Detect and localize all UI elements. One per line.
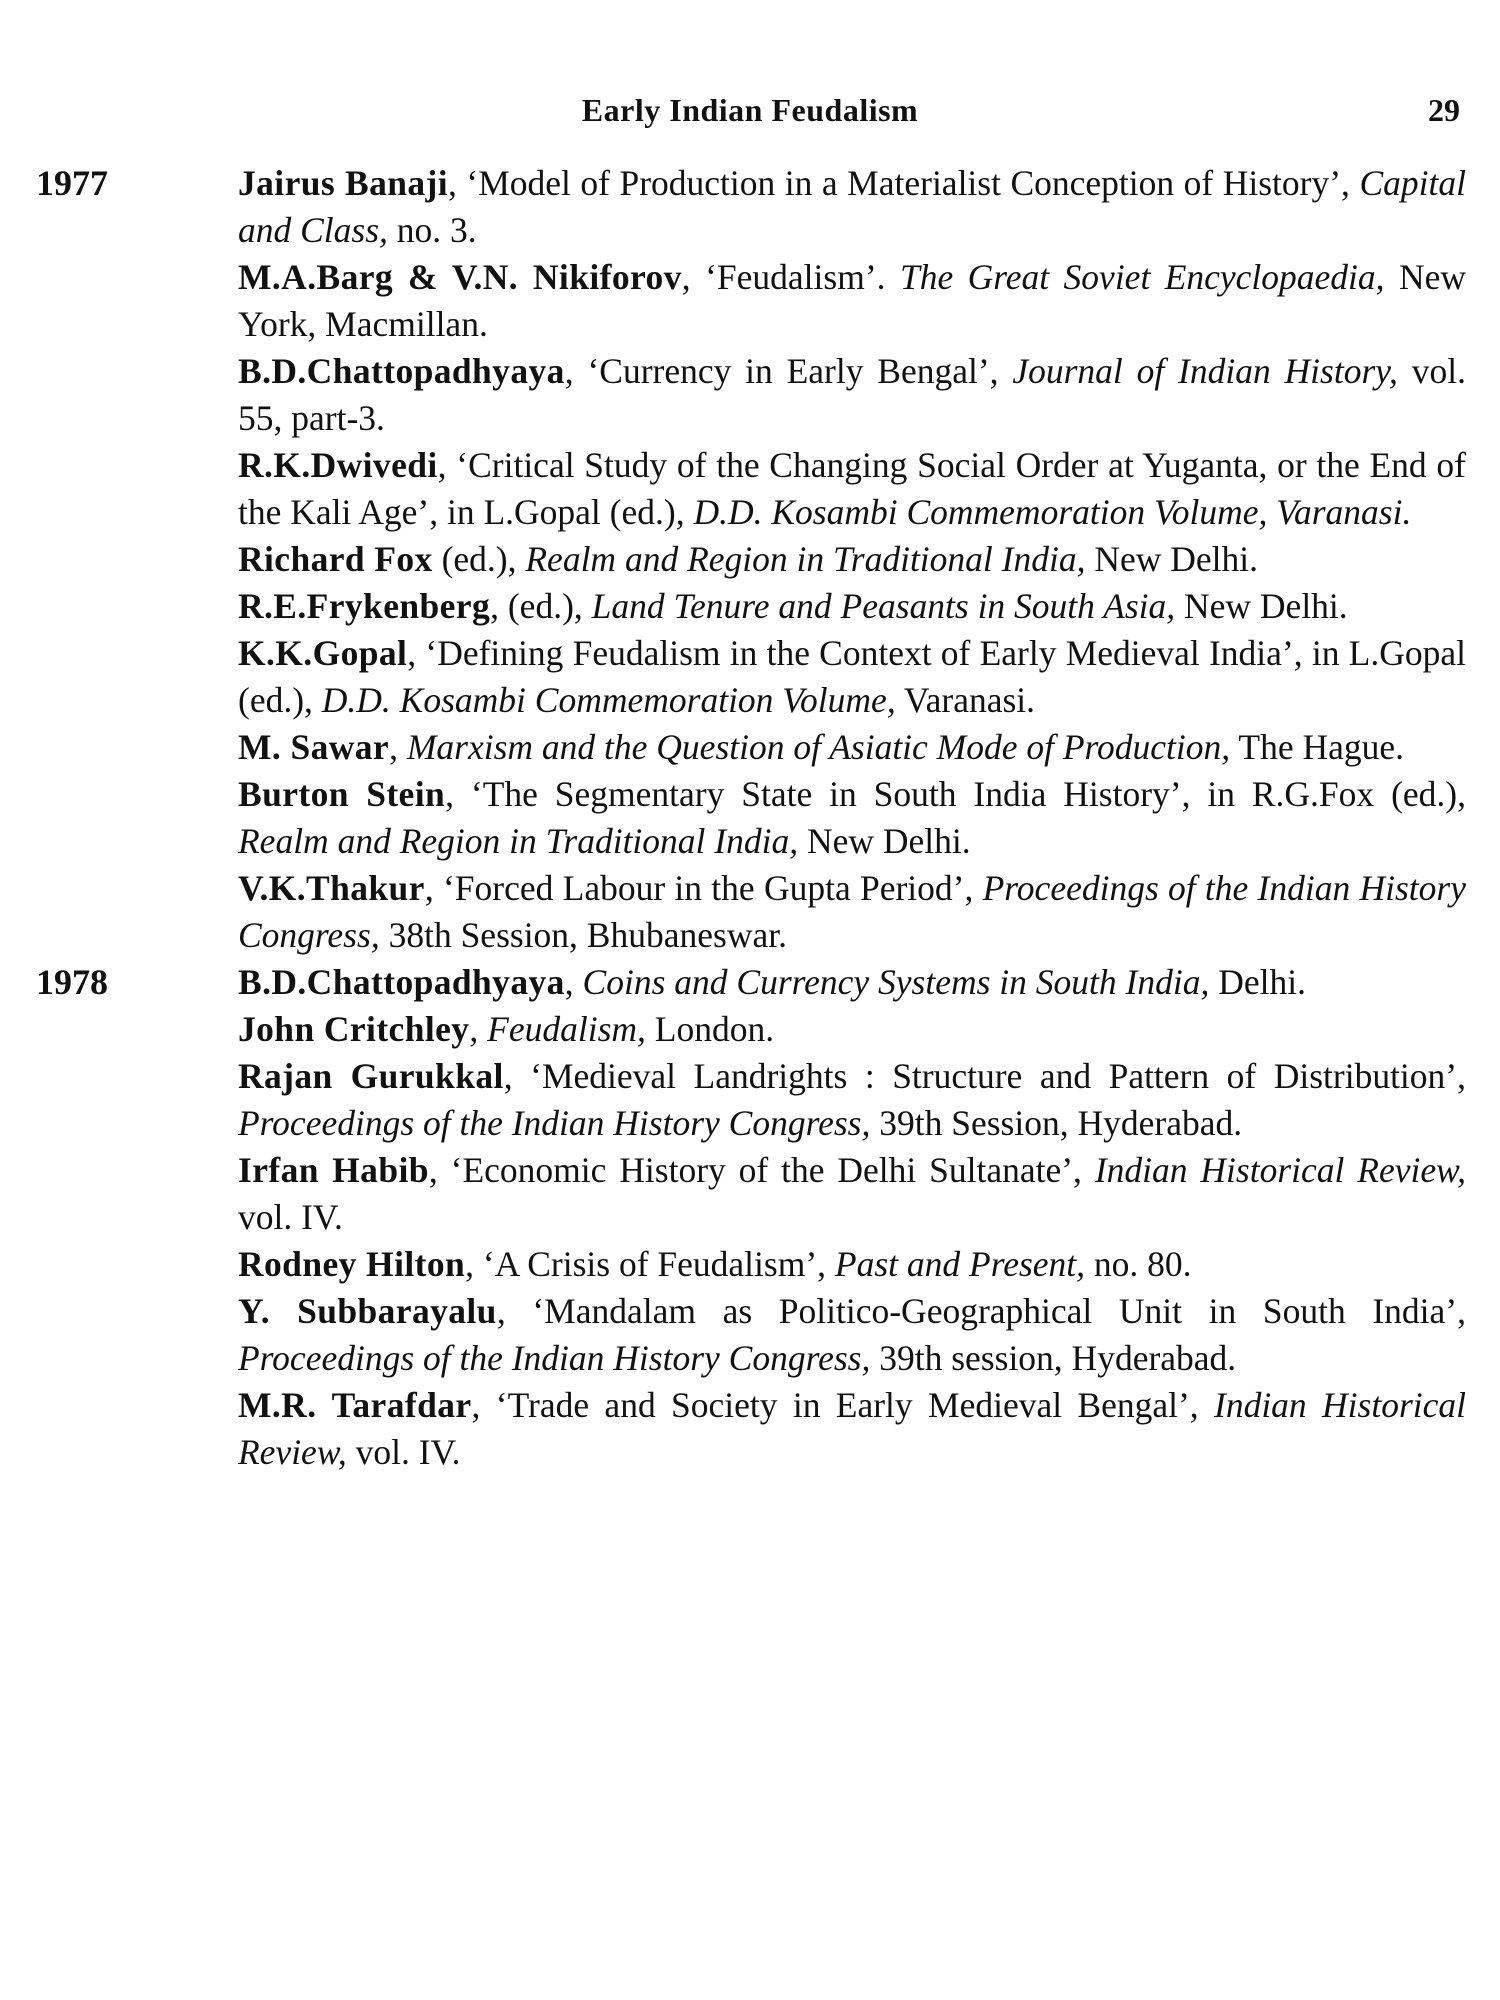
page-header <box>0 92 1500 142</box>
entry-author: B.D.Chattopadhyaya <box>238 351 565 391</box>
entry-text: , ‘Economic History of the Delhi Sultanate’, <box>428 1150 1095 1190</box>
entry-source: D.D. Kosambi Commemoration Volume, <box>321 680 896 720</box>
entry-source: Proceedings of the Indian History Congress, <box>238 868 1466 955</box>
running-title: Early Indian Feudalism <box>581 92 919 128</box>
entry-author: John Critchley <box>238 1009 470 1049</box>
bib-entry <box>238 630 1466 724</box>
entry-author: R.K.Dwivedi <box>238 445 438 485</box>
entry-author: Burton Stein <box>238 774 446 814</box>
entry-author: Jairus Banaji <box>238 163 448 203</box>
entry-source: Proceedings of the Indian History Congress, <box>238 1338 871 1378</box>
entry-text: , ‘Model of Production in a Materialist Conception of History’, <box>448 163 1360 203</box>
entry-details: 39th Session, Hyderabad. <box>870 1103 1243 1143</box>
bib-entry <box>238 160 1466 254</box>
entry-text: , ‘The Segmentary State in South India History’, in R.G.Fox (ed.), <box>445 774 1466 814</box>
bib-entry <box>238 583 1466 630</box>
entry-details: New Delhi. <box>1085 539 1259 579</box>
bib-entry <box>238 959 1466 1006</box>
bib-entry <box>238 1241 1466 1288</box>
bib-entry <box>238 1288 1466 1382</box>
entry-author: Y. Subbarayalu <box>238 1291 497 1331</box>
entry-list <box>238 160 1466 959</box>
entry-author: B.D.Chattopadhyaya <box>238 962 565 1002</box>
entry-text: , ‘Currency in Early Bengal’, <box>564 351 1013 391</box>
bib-entry <box>238 536 1466 583</box>
bib-entry <box>238 1053 1466 1147</box>
entry-source: The Great Soviet Encyclopaedia, <box>899 257 1385 297</box>
entry-source: Journal of Indian History, <box>1012 351 1398 391</box>
entry-text: , ‘Feudalism’. <box>681 257 900 297</box>
entry-author: Richard Fox <box>238 539 433 579</box>
entry-source: Land Tenure and Peasants in South Asia, <box>591 586 1176 626</box>
entry-details: London. <box>645 1009 775 1049</box>
entry-details: 39th session, Hyderabad. <box>870 1338 1237 1378</box>
entry-source: Realm and Region in Traditional India, <box>525 539 1086 579</box>
entry-details: Delhi. <box>1209 962 1306 1002</box>
entry-text: , <box>564 962 583 1002</box>
entry-details: no. 3. <box>387 210 477 250</box>
entry-details: New York, Macmillan. <box>238 257 1467 344</box>
entry-details: no. 80. <box>1085 1244 1192 1284</box>
entry-details: vol. IV. <box>238 1197 343 1237</box>
year-label: 1978 <box>36 962 108 1002</box>
year-group-1977 <box>36 160 1466 959</box>
entry-author: Rajan Gurukkal <box>238 1056 504 1096</box>
entry-source: Marxism and the Question of Asiatic Mode of Production, <box>406 727 1231 767</box>
entry-author: Rodney Hilton <box>238 1244 466 1284</box>
entry-text: , ‘Forced Labour in the Gupta Period’, <box>424 868 983 908</box>
entry-source: Proceedings of the Indian History Congress, <box>238 1103 871 1143</box>
bib-entry <box>238 771 1466 865</box>
entry-text: , ‘Mandalam as Politico-Geographical Unit in South India’, <box>496 1291 1466 1331</box>
bib-entry <box>238 254 1466 348</box>
entry-author: M.R. Tarafdar <box>238 1385 472 1425</box>
entry-source: Realm and Region in Traditional India, <box>238 821 799 861</box>
year-label: 1977 <box>36 163 108 203</box>
entry-text: , ‘Medieval Landrights : Structure and Pattern of Distribution’, <box>503 1056 1466 1096</box>
entry-source: Coins and Currency Systems in South India, <box>582 962 1210 1002</box>
entry-details: Varanasi. <box>895 680 1036 720</box>
entry-source: Indian Historical Review, <box>238 1385 1466 1472</box>
page-number: 29 <box>1428 92 1460 128</box>
entry-author: R.E.Frykenberg <box>238 586 491 626</box>
entry-author: K.K.Gopal <box>238 633 408 673</box>
entry-source: Capital and Class, <box>238 163 1466 250</box>
entry-list <box>238 959 1466 1476</box>
entry-text: , <box>469 1009 488 1049</box>
entry-text: , ‘Critical Study of the Changing Social Order at Yuganta, or the End of the Kali Age’, in L.Gopal (ed.), <box>238 445 1466 532</box>
entry-text: , ‘Defining Feudalism in the Context of Early Medieval India’, in L.Gopal (ed.), <box>238 633 1466 720</box>
entry-text: , ‘A Crisis of Feudalism’, <box>465 1244 835 1284</box>
entry-author: M.A.Barg & V.N. Nikiforov <box>238 257 682 297</box>
entry-details: The Hague. <box>1230 727 1404 767</box>
entry-source: D.D. Kosambi Commemoration Volume, Varanasi. <box>693 492 1412 532</box>
year-group-1978 <box>36 959 1466 1476</box>
entry-details: vol. 55, part-3. <box>238 351 1466 438</box>
entry-text: , <box>389 727 407 767</box>
entry-author: M. Sawar <box>238 727 390 767</box>
entry-source: Feudalism, <box>487 1009 646 1049</box>
entry-text: (ed.), <box>432 539 526 579</box>
entry-text: , ‘Trade and Society in Early Medieval Bengal’, <box>471 1385 1214 1425</box>
entry-details: 38th Session, Bhubaneswar. <box>379 915 787 955</box>
entry-source: Past and Present, <box>834 1244 1086 1284</box>
bib-entry <box>238 724 1466 771</box>
entry-author: V.K.Thakur <box>238 868 425 908</box>
entry-text: , (ed.), <box>490 586 592 626</box>
bib-entry <box>238 1147 1466 1241</box>
bib-entry <box>238 442 1466 536</box>
entry-author: Irfan Habib <box>238 1150 429 1190</box>
bib-entry <box>238 1382 1466 1476</box>
entry-details: vol. IV. <box>346 1432 461 1472</box>
entry-details: New Delhi. <box>798 821 971 861</box>
entry-details: New Delhi. <box>1175 586 1348 626</box>
entry-source: Indian Historical Review, <box>1094 1150 1466 1190</box>
bib-entry <box>238 348 1466 442</box>
bib-entry <box>238 865 1466 959</box>
bibliography <box>36 160 1466 1476</box>
bib-entry <box>238 1006 1466 1053</box>
